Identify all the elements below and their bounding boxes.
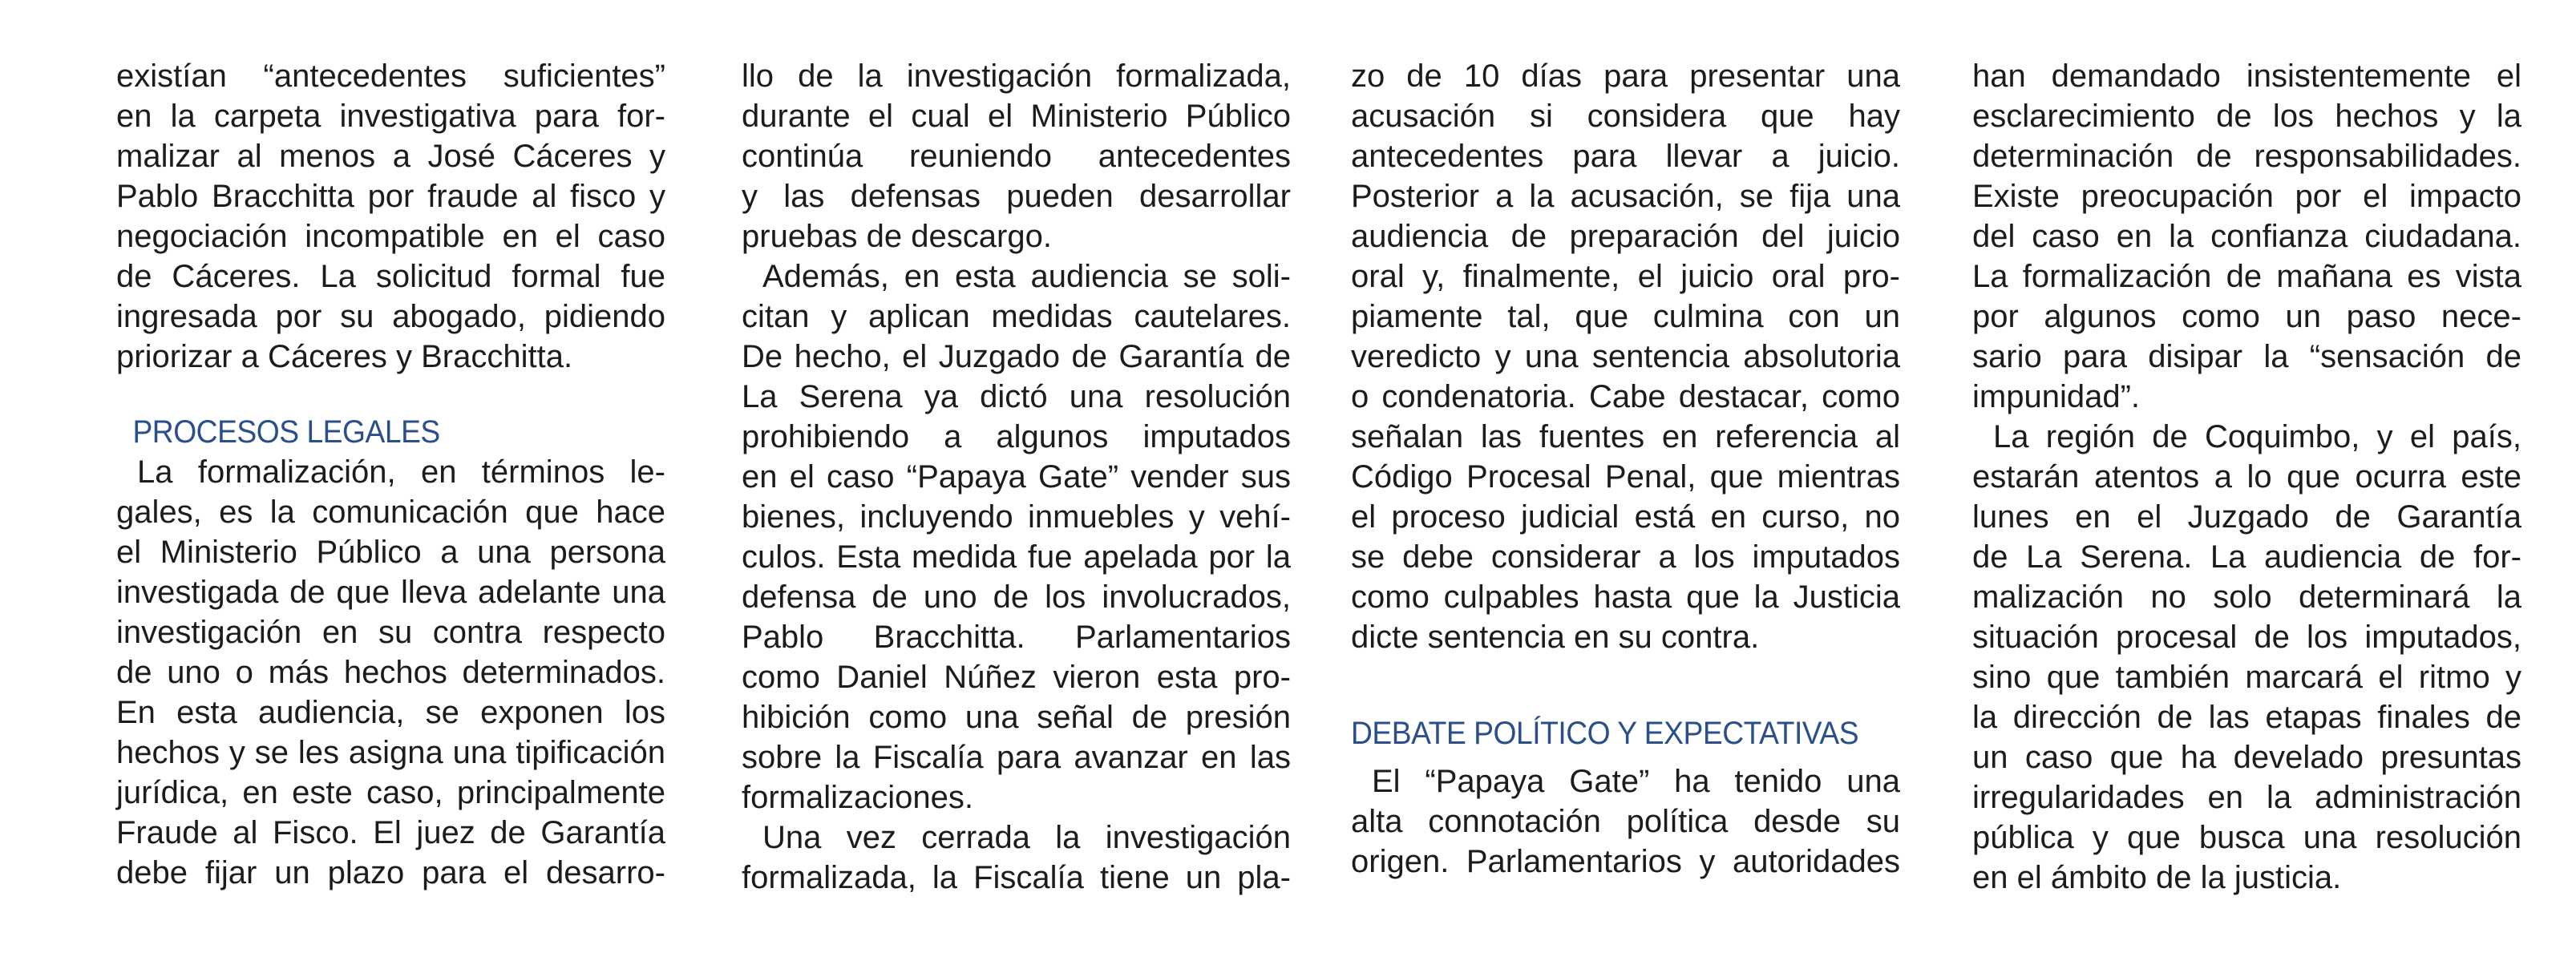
text-line: La Serena ya dictó una resolución xyxy=(742,379,1291,414)
text-line: esclarecimiento de los hechos y la xyxy=(1972,99,2521,134)
text-line: dicte sentencia en su contra. xyxy=(1351,620,1760,655)
text-line: formalizada, la Fiscalía tiene un pla- xyxy=(742,860,1291,895)
text-line: El “Papaya Gate” ha tenido una xyxy=(1372,764,1900,799)
text-line: como culpables hasta que la Justicia xyxy=(1351,579,1900,615)
paragraph-medidas-cautelares xyxy=(742,256,1291,777)
paragraph-antecedentes-end xyxy=(116,337,665,377)
text-line: Pablo Bracchitta. Parlamentarios xyxy=(742,620,1291,655)
text-line: llo de la investigación formalizada, xyxy=(742,59,1291,94)
text-line: jurídica, en este caso, principalmente xyxy=(116,775,665,810)
text-line: oral y, finalmente, el juicio oral pro- xyxy=(1351,259,1900,294)
text-line: investigada de que lleva adelante una xyxy=(116,575,665,610)
text-line: La formalización, en términos le- xyxy=(137,454,665,490)
text-line: irregularidades en la administración xyxy=(1972,780,2521,815)
text-line: y las defensas pueden desarrollar xyxy=(742,179,1291,214)
text-line: han demandado insistentemente el xyxy=(1972,59,2521,94)
text-line: del caso en la confianza ciudadana. xyxy=(1972,219,2521,254)
paragraph-antecedentes xyxy=(116,56,665,337)
text-line: veredicto y una sentencia absolutoria xyxy=(1351,339,1900,374)
text-line: el Ministerio Público a una persona xyxy=(116,535,665,570)
text-line: defensa de uno de los involucrados, xyxy=(742,579,1291,615)
text-line: la dirección de las etapas finales de xyxy=(1972,700,2521,735)
text-line: investigación en su contra respecto xyxy=(116,615,665,650)
paragraph-esclarecimiento-end xyxy=(1972,377,2521,417)
text-line: Existe preocupación por el impacto xyxy=(1972,179,2521,214)
text-line: o condenatoria. Cabe destacar, como xyxy=(1351,379,1900,414)
text-line: priorizar a Cáceres y Bracchitta. xyxy=(116,339,573,374)
text-line: culos. Esta medida fue apelada por la xyxy=(742,539,1291,575)
text-line: malización no solo determinará la xyxy=(1972,579,2521,615)
section-heading-debate-politico: DEBATE POLÍTICO Y EXPECTATIVAS xyxy=(1351,716,1859,751)
text-line: sario para disipar la “sensación de xyxy=(1972,339,2521,374)
text-line: zo de 10 días para presentar una xyxy=(1351,59,1900,94)
text-line: La formalización de mañana es vista xyxy=(1972,259,2521,294)
text-line: acusación si considera que hay xyxy=(1351,99,1900,134)
text-line: Código Procesal Penal, que mientras xyxy=(1351,459,1900,495)
paragraph-investigacion-end xyxy=(742,216,1291,256)
paragraph-cierre-investigacion xyxy=(742,818,1291,898)
text-line: como Daniel Núñez vieron esta pro- xyxy=(742,660,1291,695)
text-line: La región de Coquimbo, y el país, xyxy=(1993,419,2521,454)
text-line: pública y que busca una resolución xyxy=(1972,820,2521,855)
article-column-3 xyxy=(1351,56,1900,882)
text-line: negociación incompatible en el caso xyxy=(116,219,665,254)
paragraph-esclarecimiento xyxy=(1972,56,2521,377)
paragraph-plazo-acusacion xyxy=(1351,56,1900,617)
text-line: Además, en esta audiencia se soli- xyxy=(762,259,1291,294)
text-line: Pablo Bracchitta por fraude al fisco y xyxy=(116,179,665,214)
text-line: Fraude al Fisco. El juez de Garantía xyxy=(116,815,665,850)
text-line: malizar al menos a José Cáceres y xyxy=(116,139,665,174)
text-line: situación procesal de los imputados, xyxy=(1972,620,2521,655)
text-line: bienes, incluyendo inmuebles y vehí- xyxy=(742,499,1291,535)
text-line: alta connotación política desde su xyxy=(1351,804,1900,839)
text-line: debe fijar un plazo para el desarro- xyxy=(116,855,665,890)
text-line: de uno o más hechos determinados. xyxy=(116,655,665,690)
text-line: En esta audiencia, se exponen los xyxy=(116,695,665,730)
text-line: en el caso “Papaya Gate” vender sus xyxy=(742,459,1291,495)
text-line: pruebas de descargo. xyxy=(742,219,1052,254)
text-line: señalan las fuentes en referencia al xyxy=(1351,419,1900,454)
text-line: audiencia de preparación del juicio xyxy=(1351,219,1900,254)
text-line: por algunos como un paso nece- xyxy=(1972,299,2521,334)
text-line: lunes en el Juzgado de Garantía xyxy=(1972,499,2521,535)
paragraph-investigacion-formalizada xyxy=(742,56,1291,216)
text-line: determinación de responsabilidades. xyxy=(1972,139,2521,174)
text-line: Una vez cerrada la investigación xyxy=(762,820,1291,855)
text-line: impunidad”. xyxy=(1972,379,2141,414)
text-line: gales, es la comunicación que hace xyxy=(116,495,665,530)
text-line: hibición como una señal de presión xyxy=(742,700,1291,735)
text-line: un caso que ha develado presuntas xyxy=(1972,740,2521,775)
text-line: antecedentes para llevar a juicio. xyxy=(1351,139,1900,174)
text-line: sino que también marcará el ritmo y xyxy=(1972,660,2521,695)
text-line: De hecho, el Juzgado de Garantía de xyxy=(742,339,1291,374)
text-line: durante el cual el Ministerio Público xyxy=(742,99,1291,134)
article-column-2 xyxy=(742,56,1291,898)
text-line: se debe considerar a los imputados xyxy=(1351,539,1900,575)
article-column-1 xyxy=(116,56,665,893)
text-line: de Cáceres. La solicitud formal fue xyxy=(116,259,665,294)
paragraph-region-coquimbo xyxy=(1972,417,2521,858)
text-line: existían “antecedentes suficientes” xyxy=(116,59,665,94)
article-column-4 xyxy=(1972,56,2521,898)
text-line: formalizaciones. xyxy=(742,780,974,815)
text-line: continúa reuniendo antecedentes xyxy=(742,139,1291,174)
text-line: ingresada por su abogado, pidiendo xyxy=(116,299,665,334)
text-line: hechos y se les asigna una tipificación xyxy=(116,735,665,770)
text-line: Posterior a la acusación, se fija una xyxy=(1351,179,1900,214)
text-line: en el ámbito de la justicia. xyxy=(1972,860,2342,895)
text-line: sobre la Fiscalía para avanzar en las xyxy=(742,740,1291,775)
text-line: estarán atentos a lo que ocurra este xyxy=(1972,459,2521,495)
text-line: de La Serena. La audiencia de for- xyxy=(1972,539,2521,575)
text-line: en la carpeta investigativa para for- xyxy=(116,99,665,134)
text-line: piamente tal, que culmina con un xyxy=(1351,299,1900,334)
paragraph-formalizacion xyxy=(116,452,665,893)
text-line: el proceso judicial está en curso, no xyxy=(1351,499,1900,535)
paragraph-medidas-end xyxy=(742,777,1291,818)
text-line: prohibiendo a algunos imputados xyxy=(742,419,1291,454)
section-heading-procesos-legales: PROCESOS LEGALES xyxy=(132,414,440,450)
paragraph-papaya-gate xyxy=(1351,761,1900,882)
paragraph-region-end xyxy=(1972,858,2521,898)
paragraph-plazo-end xyxy=(1351,617,1900,657)
text-line: citan y aplican medidas cautelares. xyxy=(742,299,1291,334)
text-line: origen. Parlamentarios y autoridades xyxy=(1351,844,1900,879)
